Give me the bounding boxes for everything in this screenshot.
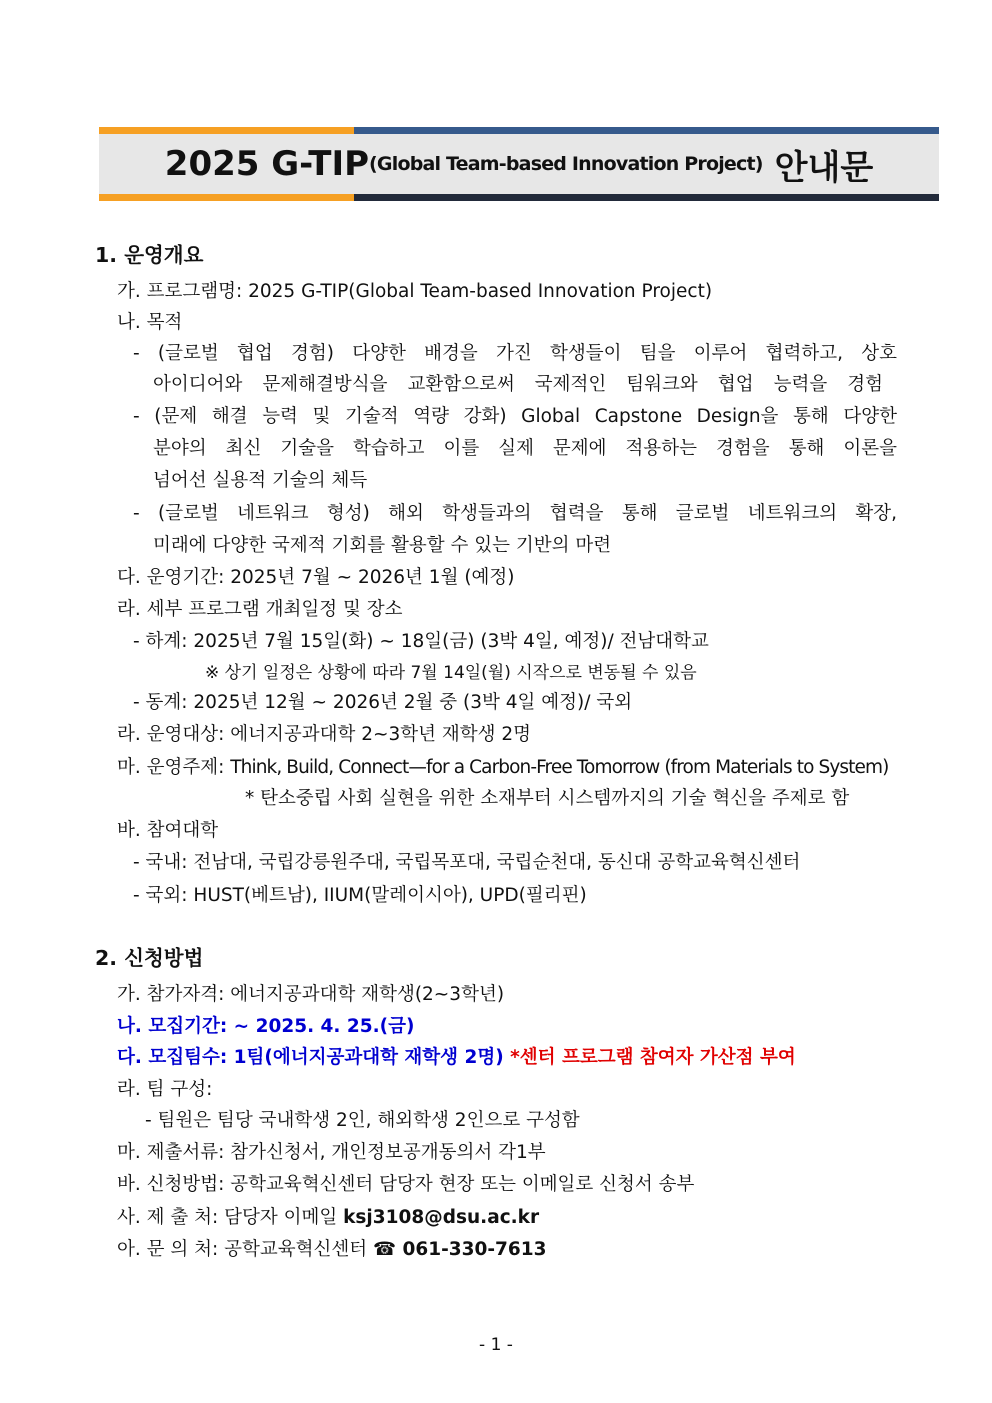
theme-label: 마. 운영주제: (117, 757, 231, 778)
title-bar-orange-top (99, 127, 354, 134)
purpose-3-line1: - (글로벌 네트워크 형성) 해외 학생들과의 협력을 통해 글로벌 네트워크의 확장, (133, 503, 897, 524)
schedule-note: ※ 상기 일정은 상황에 따라 7월 14일(월) 시작으로 변동될 수 있음 (205, 663, 697, 683)
submit-label: 사. 제 출 처: 담당자 이메일 (117, 1207, 344, 1228)
universities-domestic: - 국내: 전남대, 국립강릉원주대, 국립목포대, 국립순천대, 동신대 공학교육혁신센터 (133, 852, 801, 873)
purpose-2-line3: 넘어선 실용적 기술의 체득 (153, 470, 368, 491)
page-number: - 1 - (479, 1335, 513, 1355)
section2-heading: 2. 신청방법 (95, 946, 204, 970)
schedule-winter: - 동계: 2025년 12월 ~ 2026년 2월 중 (3박 4일 예정)/ 국외 (133, 692, 633, 713)
team-composition-detail: - 팀원은 팀당 국내학생 2인, 해외학생 2인으로 구성함 (145, 1110, 580, 1131)
item-inquiry (117, 1238, 547, 1262)
bonus-note: *센터 프로그램 참여자 가산점 부여 (503, 1047, 796, 1068)
item-period: 다. 운영기간: 2025년 7월 ~ 2026년 1월 (예정) (117, 567, 515, 588)
item-team-composition: 라. 팀 구성: (117, 1079, 213, 1100)
universities-overseas: - 국외: HUST(베트남), IIUM(말레이시아), UPD(필리핀) (133, 885, 587, 906)
title-main: 2025 G-TIP (164, 144, 370, 184)
title-bar-navy-bottom (354, 194, 939, 201)
purpose-1-line2: 아이디어와 문제해결방식을 교환함으로써 국제적인 팀워크와 협업 능력을 경험 (153, 374, 883, 395)
item-universities: 바. 참여대학 (117, 820, 219, 841)
page-title (99, 134, 939, 194)
title-sub: (Global Team-based Innovation Project) (369, 153, 763, 175)
title-bar-blue-top (354, 127, 939, 134)
item-schedule: 라. 세부 프로그램 개최일정 및 장소 (117, 599, 403, 620)
section1-heading: 1. 운영개요 (95, 243, 204, 267)
item-target: 라. 운영대상: 에너지공과대학 2~3학년 재학생 2명 (117, 724, 532, 745)
contact-phone: ☎ 061-330-7613 (372, 1239, 547, 1260)
item-theme (117, 756, 888, 780)
schedule-summer: - 하계: 2025년 7월 15일(화) ~ 18일(금) (3박 4일, 예정)/ 전남대학교 (133, 631, 709, 652)
purpose-2-line2: 분야의 최신 기술을 학습하고 이를 실제 문제에 적용하는 경험을 통해 이론을 (153, 438, 897, 459)
purpose-3-line2: 미래에 다양한 국제적 기회를 활용할 수 있는 기반의 마련 (153, 535, 612, 556)
title-bar-orange-bottom (99, 194, 354, 201)
item-purpose: 나. 목적 (117, 312, 183, 333)
title-end: 안내문 (774, 147, 874, 188)
theme-value: Think, Build, Connect—for a Carbon-Free Tomorrow (from Materials to System) (230, 757, 889, 778)
item-apply-method: 바. 신청방법: 공학교육혁신센터 담당자 현장 또는 이메일로 신청서 송부 (117, 1174, 695, 1195)
purpose-2-line1: - (문제 해결 능력 및 기술적 역량 강화) Global Capstone Design을 통해 다양한 (133, 406, 897, 427)
item-submit-to (117, 1206, 539, 1230)
team-count-text: 다. 모집팀수: 1팀(에너지공과대학 재학생 2명) (117, 1047, 504, 1068)
item-team-count (117, 1046, 796, 1070)
item-eligibility: 가. 참가자격: 에너지공과대학 재학생(2~3학년) (117, 984, 505, 1005)
item-program-name: 가. 프로그램명: 2025 G-TIP(Global Team-based Innovation Project) (117, 281, 713, 302)
item-documents: 마. 제출서류: 참가신청서, 개인정보공개동의서 각1부 (117, 1142, 546, 1163)
theme-note: * 탄소중립 사회 실현을 위한 소재부터 시스템까지의 기술 혁신을 주제로 함 (245, 788, 850, 809)
purpose-1-line1: - (글로벌 협업 경험) 다양한 배경을 가진 학생들이 팀을 이루어 협력하고, 상호 (133, 343, 897, 364)
item-recruit-period: 나. 모집기간: ~ 2025. 4. 25.(금) (117, 1016, 415, 1037)
contact-email[interactable]: ksj3108@dsu.ac.kr (343, 1207, 540, 1228)
inquiry-label: 아. 문 의 처: 공학교육혁신센터 (117, 1239, 373, 1260)
